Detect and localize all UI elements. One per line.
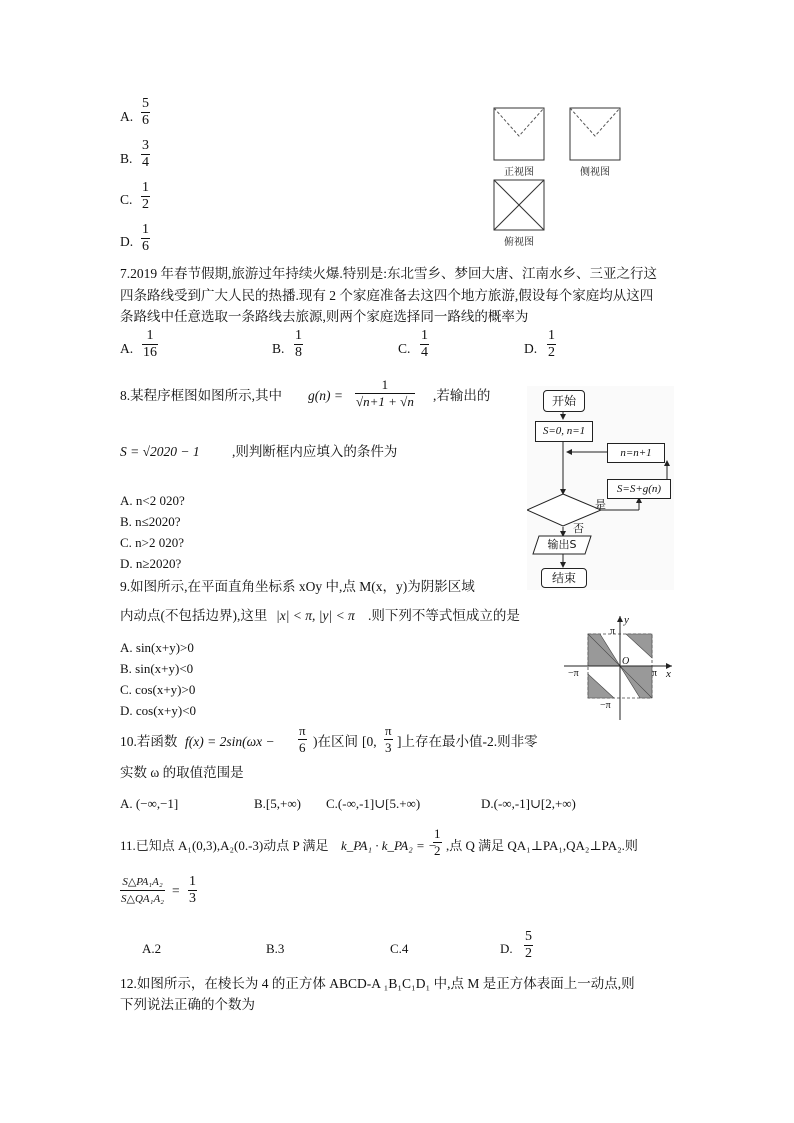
output-node: 输出S [547,538,577,551]
option-label: D. [500,941,513,956]
neg-pi-y-label: −π [600,700,611,711]
fraction: 1 16 [143,328,157,360]
option-label: B. [120,151,133,166]
q11-ratio-value: 1 3 [189,874,196,906]
increment-node: n=n+1 [607,443,665,463]
y-axis-label: y [624,614,629,626]
start-node: 开始 [543,390,585,412]
q9-option-b: B. sin(x+y)<0 [120,661,194,676]
q10-prefix: 10.若函数 [120,734,178,749]
q9-line-2b: .则下列不等式恒成立的是 [368,608,520,623]
yes-label: 是 [595,498,606,511]
fraction: 1 2 [142,180,149,212]
q11-fraction: 1 2 [434,826,441,858]
fraction: 1 8 [295,328,302,360]
q12-line-2: 下列说法正确的个数为 [120,997,255,1012]
q9-graph [560,612,676,724]
neg-pi-x-label: −π [568,668,579,679]
option-label: C. [398,341,411,356]
q10-option-a: A. (−∞,−1] [120,796,179,811]
q8-line2-text: ,则判断框内应填入的条件为 [232,444,398,459]
fraction: 1 4 [421,328,428,360]
update-node: S=S+g(n) [607,479,671,499]
shaded-region-3 [626,634,652,658]
side-view [570,108,620,160]
q10-line-2: 实数 ω 的取值范围是 [120,765,244,780]
top-view [494,180,544,230]
q7-line-2: 四条路线受到广大人民的热播.现有 2 个家庭准备去这四个地方旅游,假设每个家庭均从这四 [120,288,654,303]
q11-equals: = [172,883,180,898]
q11-area-ratio: S△PA₁A₂ S△QA₁A₂ [121,876,164,905]
front-view-label: 正视图 [504,167,534,178]
q8-fraction: 1 √n+1 + √n [356,377,414,409]
q8-option-d: D. n≥2020? [120,556,182,571]
q11-option-c: C.4 [390,941,409,956]
option-label: A. [120,341,134,356]
fraction: 1 2 [548,328,555,360]
q11-suffix: ,点 Q 满足 QA₁⊥PA₁,QA₂⊥PA₂.则 [446,838,638,853]
q9-option-a: A. sin(x+y)>0 [120,640,194,655]
option-label: D. [120,234,134,249]
q8-prefix: 8.某程序框图如图所示,其中 [120,388,282,403]
q7-line-3: 条路线中任意选取一条路线去旅源,则两个家庭选择同一路线的概率为 [120,309,529,324]
init-node: S=0, n=1 [535,421,593,442]
q8-option-b: B. n≤2020? [120,514,181,529]
option-label: B. [272,341,285,356]
option-label: A. [120,109,134,124]
pi-x-label: π [652,668,658,679]
q10-func: f(x) = 2sin(ωx − [185,734,275,749]
q11-k-expr: k_PA₁ · k_PA₂ = − [341,838,437,853]
x-axis-label: x [666,668,671,680]
fraction: 3 4 [142,138,149,170]
q8-option-a: A. n<2 020? [120,493,185,508]
q8-suffix: ,若输出的 [433,388,491,403]
q10-phase-fraction: π 6 [299,723,306,755]
q11-option-a: A.2 [142,941,162,956]
q9-option-d: D. cos(x+y)<0 [120,703,197,718]
q9-line-1: 9.如图所示,在平面直角坐标系 xOy 中,点 M(x，y)为阴影区域 [120,579,475,594]
q11-option-b: B.3 [266,941,285,956]
decision-diamond [527,494,601,526]
q8-option-c: C. n>2 020? [120,535,185,550]
fraction: 5 6 [142,96,149,128]
fraction: 5 2 [525,929,532,961]
pi-y-label: π [610,626,616,637]
q12-line-1: 12.如图所示，在棱长为 4 的正方体 ABCD-A ₁B₁C₁D₁ 中,点 M 是正方体表面上一动点,则 [120,976,635,991]
shaded-region-4 [588,674,614,698]
option-label: D. [524,341,538,356]
top-view-label: 俯视图 [504,237,534,248]
q7-line-1: 7.2019 年春节假期,旅游过年持续火爆.特别是:东北雪乡、梦回大唐、江南水乡、三亚之行这 [120,266,657,281]
origin-label: O [622,656,630,667]
q10-interval-b: ]上存在最小值-2.则非零 [397,734,538,749]
q8-output-expr: S = √2020 − 1 [120,444,200,459]
q9-line-2a: 内动点(不包括边界),这里 [120,608,268,623]
q10-mid: )在区间 [313,734,358,749]
flowchart [527,386,674,590]
fraction: 1 6 [142,222,149,254]
q10-option-b: B.[5,+∞) [254,796,301,811]
side-view-label: 侧视图 [580,167,610,178]
q10-interval-a: [0, [362,734,377,749]
front-view [494,108,544,160]
q9-option-c: C. cos(x+y)>0 [120,682,196,697]
end-node: 结束 [541,568,587,588]
q8-g-expr: g(n) = [308,388,343,403]
q9-line-2-expr: |x| < π, |y| < π [276,608,355,623]
q10-option-c: C.(-∞,-1]∪[5.+∞) [326,796,421,811]
q10-option-d: D.(-∞,-1]∪[2,+∞) [481,796,576,811]
q10-interval-fraction: π 3 [385,723,392,755]
q11-prefix: 11.已知点 A₁(0,3),A₂(0.-3)动点 P 满足 [120,838,329,853]
no-label: 否 [573,522,584,535]
option-label: C. [120,192,133,207]
